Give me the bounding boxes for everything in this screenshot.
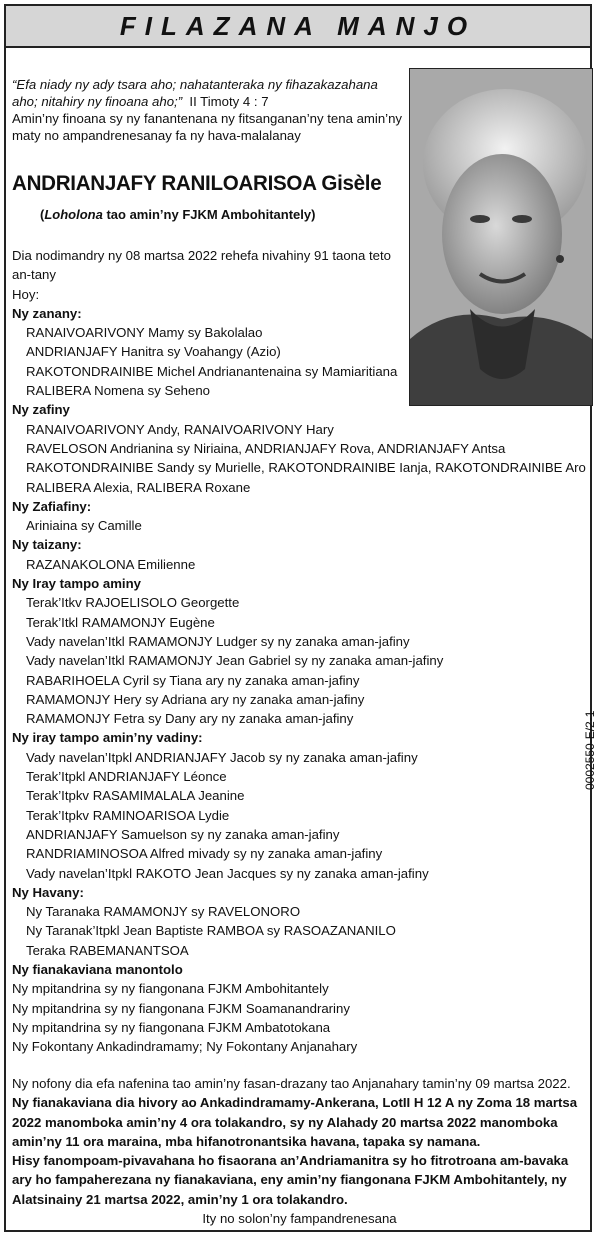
list-item: Terak’Itpkv RAMINOARISOA Lydie [26, 807, 230, 823]
list-item: Terak’Itkv RAJOELISOLO Georgette [26, 595, 240, 611]
bible-quote [12, 76, 404, 144]
role-rest: tao amin’ny FJKM Ambohitantely [106, 207, 312, 222]
list-item: Vady navelan’Itpkl ANDRIANJAFY Jacob sy ny zanaka aman-jafiny [26, 749, 418, 765]
list-item: Terak’Itkl RAMAMONJY Eugène [26, 614, 215, 630]
quote-reference: II Timoty 4 : 7 [189, 94, 269, 109]
notice-footer [12, 1074, 587, 1228]
list-item: RAVELOSON Andrianina sy Niriaina, ANDRIANJAFY Rova, ANDRIANJAFY Antsa [26, 440, 506, 456]
list-item: RAKOTONDRAINIBE Sandy sy Murielle, RAKOTONDRAINIBE Ianja, RAKOTONDRAINIBE Aro [26, 460, 586, 476]
list-item: ANDRIANJAFY Samuelson sy ny zanaka aman-jafiny [26, 826, 340, 842]
group-title: Ny Zafiafiny: [12, 498, 92, 514]
list-item: Terak’Itpkl ANDRIANJAFY Léonce [26, 769, 227, 785]
death-notice-line: an-tany [12, 267, 56, 283]
list-item: ANDRIANJAFY Hanitra sy Voahangy (Azio) [26, 344, 281, 360]
list-item: RAMAMONJY Hery sy Adriana ary ny zanaka aman-jafiny [26, 691, 365, 707]
list-item: Ny Taranak’Itpkl Jean Baptiste RAMBOA sy RASOAZANANILO [26, 923, 396, 939]
list-item: Vady navelan’Itkl RAMAMONJY Jean Gabriel sy ny zanaka aman-jafiny [26, 653, 444, 669]
reference-code: 0002550-E/2-1 [583, 710, 597, 790]
list-item: RABARIHOELA Cyril sy Tiana ary ny zanaka aman-jafiny [26, 672, 360, 688]
list-item: Ariniaina sy Camille [26, 518, 142, 534]
church-line: Ny mpitandrina sy ny fiangonana FJKM Soamanandrariny [12, 1000, 350, 1016]
list-item: Teraka RABEMANANTSOA [26, 942, 189, 958]
group-title: Ny zafiny [12, 402, 70, 418]
church-line: Ny Fokontany Ankadindramamy; Ny Fokontany Anjanahary [12, 1039, 358, 1055]
list-item: Ny Taranaka RAMAMONJY sy RAVELONORO [26, 904, 301, 920]
list-item: RAMAMONJY Fetra sy Dany ary ny zanaka aman-jafiny [26, 711, 354, 727]
service-paragraph: Hisy fanompoam-pivavahana ho fisaorana an’Andriamanitra sy ho fitrotroana am-bavaka ary ho fampaherezana ny fianakaviana, eny amin’ny fiangonana FJKM Ambohitantely, ny Alatsinainy 21 martsa 2022, amin’ny 1 ora tolakandro. [12, 1153, 569, 1207]
list-item: RALIBERA Alexia, RALIBERA Roxane [26, 479, 251, 495]
deceased-role: (Loholona tao amin’ny FJKM Ambohitantely) [40, 207, 316, 222]
church-line: Ny mpitandrina sy ny fiangonana FJKM Ambatotokana [12, 1019, 331, 1035]
list-item: RALIBERA Nomena sy Seheno [26, 383, 210, 399]
list-item: RANAIVOARIVONY Mamy sy Bakolalao [26, 325, 263, 341]
list-item: Vady navelan’Itkl RAMAMONJY Ludger sy ny zanaka aman-jafiny [26, 633, 410, 649]
death-notice-line: Dia nodimandry ny 08 martsa 2022 rehefa nivahiny 91 taona teto [12, 248, 392, 263]
list-item: Terak’Itpkv RASAMIMALALA Jeanine [26, 788, 245, 804]
group-title: Ny taizany: [12, 537, 82, 553]
deceased-name: ANDRIANJAFY RANILOARISOA Gisèle [12, 172, 382, 195]
list-item: RANAIVOARIVONY Andy, RANAIVOARIVONY Hary [26, 421, 334, 437]
notice-body [12, 246, 587, 1056]
group-title: Ny iray tampo amin’ny vadiny: [12, 730, 203, 746]
list-item: RAKOTONDRAINIBE Michel Andrianantenaina sy Mamiaritiana [26, 363, 398, 379]
quote-verse: “Efa niady ny ady tsara aho; nahatanteraka ny fihazakazahana aho; nitahiry ny finoana aho;” [12, 77, 378, 109]
group-title: Ny Iray tampo aminy [12, 576, 141, 592]
notice-title: FILAZANA MANJO [119, 10, 477, 41]
list-item: Vady navelan’Itpkl RAKOTO Jean Jacques sy ny zanaka aman-jafiny [26, 865, 429, 881]
list-item: RAZANAKOLONA Emilienne [26, 556, 196, 572]
notice-header [6, 6, 590, 48]
church-line: Ny mpitandrina sy ny fiangonana FJKM Ambohitantely [12, 981, 329, 997]
group-title: Ny Havany: [12, 884, 84, 900]
gathering-paragraph: Ny fianakaviana dia hivory ao Ankadindramamy-Ankerana, LotII H 12 A ny Zoma 18 martsa 2022 manomboka amin’ny 4 ora tolakandro, sy ny Alahady 20 martsa 2022 manomboka amin’ny 11 ora maraina, mba hifanotronantsika havana, tapaka sy namana. [12, 1095, 578, 1149]
quote-intro: Amin’ny finoana sy ny fanantenana ny fitsanganan’ny tena amin’ny maty no ampandrenesanay fa ny hava-malalanay [12, 111, 403, 143]
group-title: Ny zanany: [12, 305, 82, 321]
group-title: Ny fianakaviana manontolo [12, 961, 183, 977]
burial-paragraph: Ny nofony dia efa nafenina tao amin’ny fasan-drazany tao Anjanahary tamin’ny 09 martsa 2022. [12, 1076, 571, 1091]
list-item: RANDRIAMINOSOA Alfred mivady sy ny zanaka aman-jafiny [26, 846, 383, 862]
role-prefix: Loholona [44, 207, 103, 222]
closing-line: Ity no solon’ny fampandrenesana [202, 1211, 397, 1227]
death-notice-line: Hoy: [12, 286, 40, 302]
